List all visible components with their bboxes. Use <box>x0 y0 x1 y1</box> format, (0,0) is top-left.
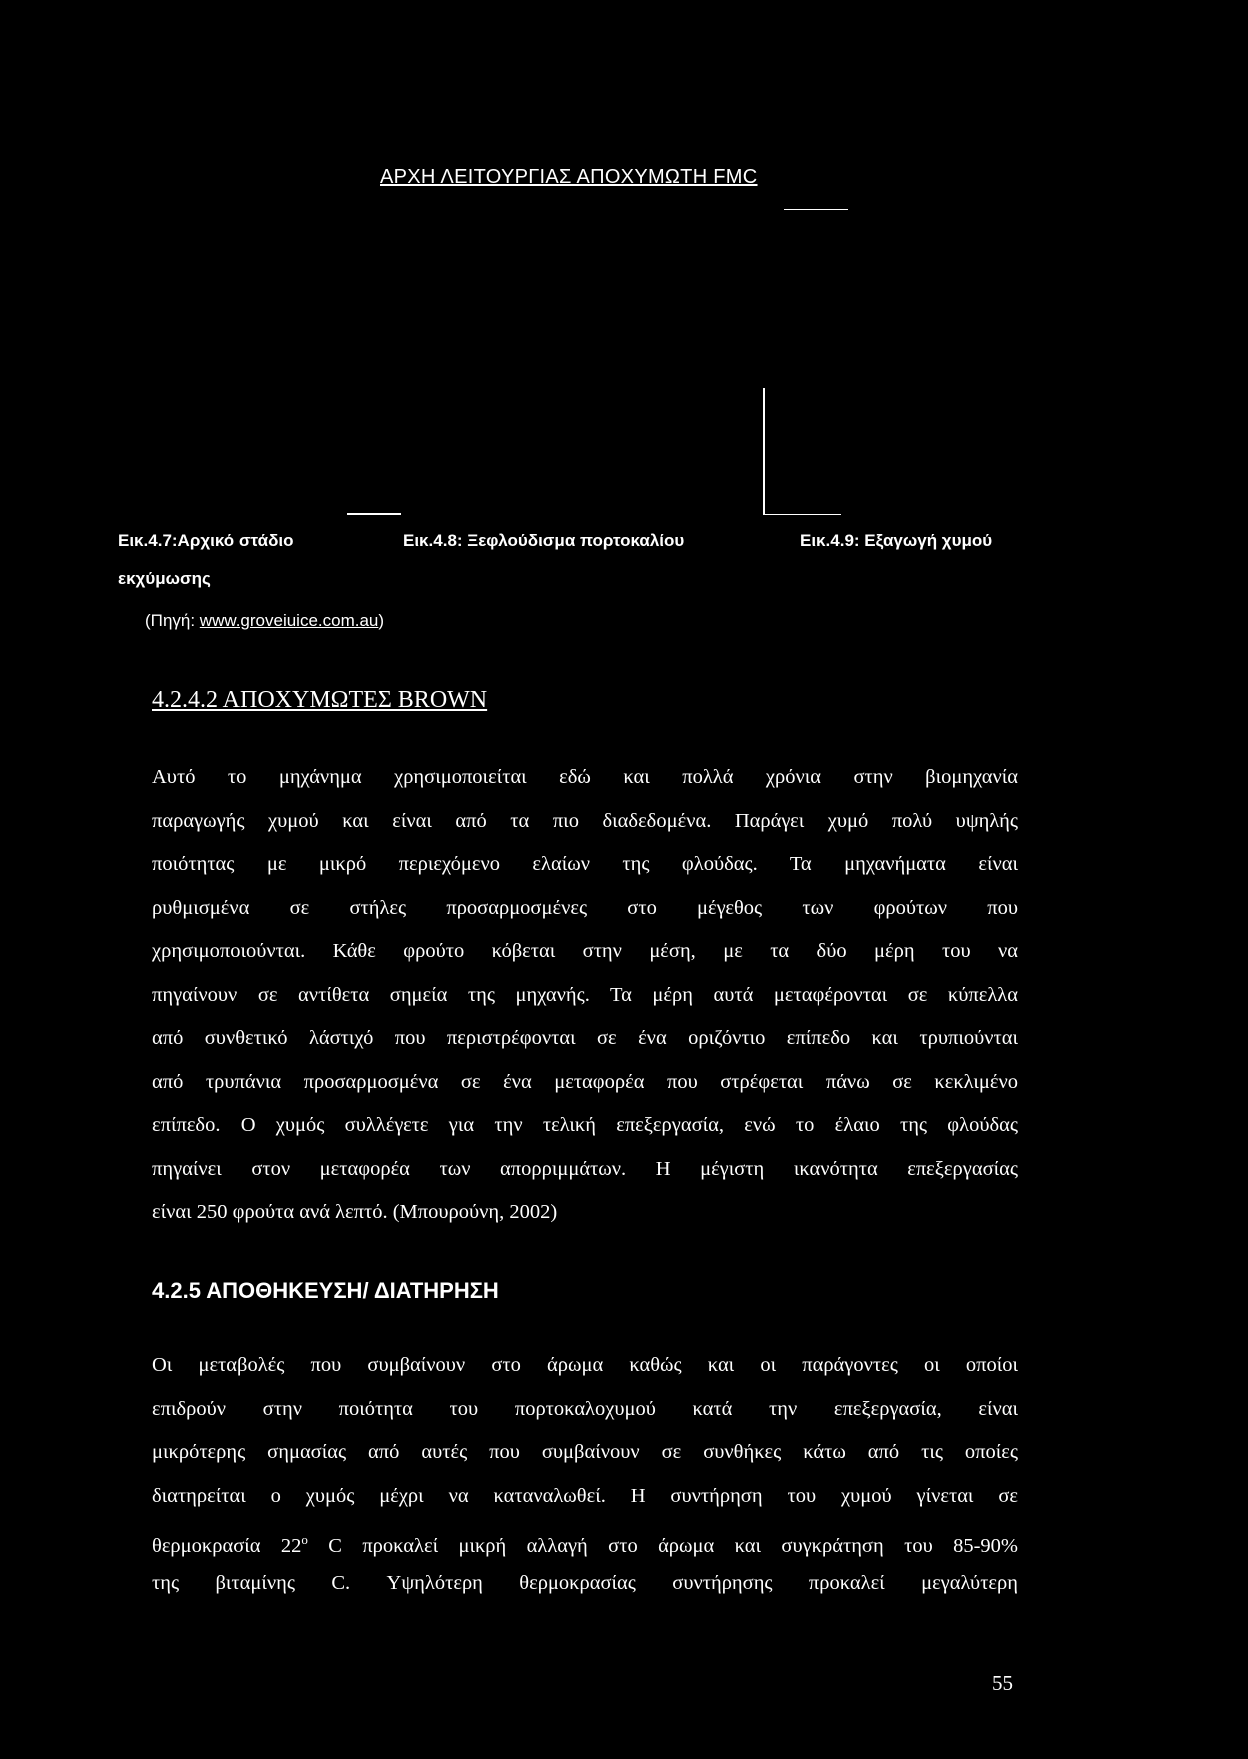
temperature-text: θερμοκρασία 22 <box>152 1534 302 1557</box>
figure-frame-horizontal-line <box>763 514 841 515</box>
figure-4-7-caption: Εικ.4.7:Αρχικό στάδιο <box>118 531 294 550</box>
section-heading-brown-extractors: 4.2.4.2 ΑΠΟΧΥΜΩΤΕΣ BROWN <box>152 687 488 713</box>
page-number: 55 <box>992 1671 1013 1695</box>
temperature-text-rest: C προκαλεί μικρή αλλαγή στο άρωμα και συγκράτηση του 85-90% <box>307 1534 1018 1557</box>
paragraph-line: επιδρούν στην ποιότητα του πορτοκαλοχυμού κατά την επεξεργασία, είναι <box>152 1397 1018 1420</box>
paragraph-line: ποιότητας με μικρό περιεχόμενο ελαίων της φλούδας. Τα μηχανήματα είναι <box>152 853 1018 875</box>
header-rule <box>784 209 848 210</box>
paragraph-line: από συνθετικό λάστιχό που περιστρέφονται σε ένα οριζόντιο επίπεδο και τρυπιούνται <box>152 1027 1018 1049</box>
paragraph-line: χρησιμοποιούνται. Κάθε φρούτο κόβεται στην μέση, με τα δύο μέρη του να <box>152 940 1018 962</box>
figure-4-8-caption: Εικ.4.8: Ξεφλούδισμα πορτοκαλίου <box>403 531 685 550</box>
paragraph-line: της βιταμίνης C. Υψηλότερη θερμοκρασίας συντήρησης προκαλεί μεγαλύτερη <box>152 1571 1018 1594</box>
paragraph-line: Οι μεταβολές που συμβαίνουν στο άρωμα καθώς και οι παράγοντες οι οποίοι <box>152 1354 1018 1376</box>
paragraph-line: πηγαίνει στον μεταφορέα των απορριμμάτων. Η μέγιστη ικανότητα επεξεργασίας <box>152 1157 1018 1180</box>
figure-4-7-source <box>145 611 384 631</box>
paragraph-line: από τρυπάνια προσαρμοσμένα σε ένα μεταφορέα που στρέφεται πάνω σε κεκλιμένο <box>152 1070 1018 1093</box>
paragraph-line: επίπεδο. Ο χυμός συλλέγετε για την τελική επεξεργασία, ενώ το έλαιο της φλούδας <box>152 1114 1018 1136</box>
section-brown-paragraph <box>152 756 1018 1235</box>
paragraph-line: διατηρείται ο χυμός μέχρι να καταναλωθεί. Η συντήρηση του χυμού γίνεται σε <box>152 1484 1018 1507</box>
paragraph-line: παραγωγής χυμού και είναι από τα πιο διαδεδομένα. Παράγει χυμό πολύ υψηλής <box>152 809 1018 832</box>
figure-separator-line <box>347 513 401 515</box>
source-prefix: (Πηγή: <box>145 611 200 630</box>
figure-4-9-caption: Εικ.4.9: Εξαγωγή χυμού <box>800 531 993 550</box>
paragraph-line: ρυθμισμένα σε στήλες προσαρμοσμένες στο μέγεθος των φρούτων που <box>152 896 1018 919</box>
figure-4-7-caption-continued: εκχύμωσης <box>118 569 211 588</box>
paragraph-line: Αυτό το μηχάνημα χρησιμοποιείται εδώ και πολλά χρόνια στην βιομηχανία <box>152 766 1018 788</box>
paragraph-line: μικρότερης σημασίας από αυτές που συμβαίνουν σε συνθήκες κάτω από τις οποίες <box>152 1441 1018 1463</box>
figure-frame-vertical-line <box>763 388 765 515</box>
section-heading-storage: 4.2.5 ΑΠΟΘΗΚΕΥΣΗ/ ΔΙΑΤΗΡΗΣΗ <box>152 1278 499 1303</box>
paragraph-line: είναι 250 φρούτα ανά λεπτό. (Μπουρούνη, 2002) <box>152 1201 558 1223</box>
degree-mark: o <box>301 1532 308 1547</box>
section-storage-paragraph <box>152 1344 1018 1605</box>
source-suffix: ) <box>378 611 385 630</box>
paragraph-line-temperature <box>152 1518 1018 1562</box>
paragraph-line: πηγαίνουν σε αντίθετα σημεία της μηχανής. Τα μέρη αυτά μεταφέρονται σε κύπελλα <box>152 983 1018 1006</box>
page-header-title: ΑΡΧΗ ΛΕΙΤΟΥΡΓΙΑΣ ΑΠΟΧΥΜΩΤΗ FMC <box>380 166 758 188</box>
source-link[interactable]: www.groveiuice.com.au <box>199 611 379 630</box>
